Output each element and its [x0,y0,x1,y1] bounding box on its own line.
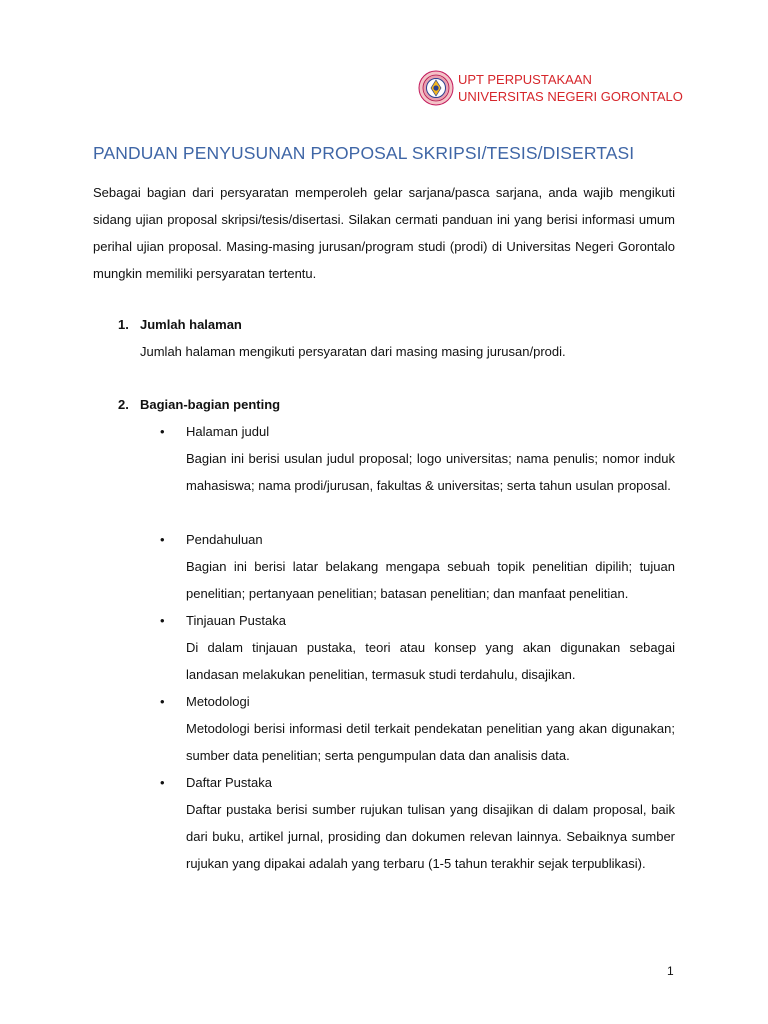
bullet-icon: • [160,532,165,547]
list-item [160,607,676,688]
section-1-heading [118,317,242,332]
bullet-icon: • [160,694,165,709]
section-number: 1. [118,317,129,332]
item-title: Tinjauan Pustaka [186,613,286,628]
item-title: Metodologi [186,694,250,709]
page-number: 1 [667,964,674,978]
university-seal-icon [418,70,454,106]
list-item [160,688,676,769]
item-description: Metodologi berisi informasi detil terkait pendekatan penelitian yang akan digunakan; sumber data penelitian; serta pengumpulan data dan analisis data. [186,721,675,763]
item-title: Halaman judul [186,424,270,439]
document-title: PANDUAN PENYUSUNAN PROPOSAL SKRIPSI/TESIS/DISERTASI [93,143,635,163]
section-2-heading [118,397,280,412]
bullet-icon: • [160,775,165,790]
section-number: 2. [118,397,129,412]
item-description: Daftar pustaka berisi sumber rujukan tulisan yang disajikan di dalam proposal, baik dari buku, artikel jurnal, prosiding dan dokumen relevan lainnya. Sebaiknya sumber rujukan yang dipakai adalah yang terbaru (1-5 tahun terakhir sejak terpublikasi). [186,802,675,871]
item-title: Pendahuluan [186,532,263,547]
header [418,70,683,106]
bullet-icon: • [160,613,165,628]
list-item [160,769,676,877]
header-line-1: UPT PERPUSTAKAAN [458,72,592,87]
header-line-2: UNIVERSITAS NEGERI GORONTALO [458,89,683,104]
item-title: Daftar Pustaka [186,775,272,790]
section-1-description: Jumlah halaman mengikuti persyaratan dari masing masing jurusan/prodi. [140,344,566,359]
item-description: Bagian ini berisi latar belakang mengapa sebuah topik penelitian dipilih; tujuan penelitian; pertanyaan penelitian; batasan penelitian; dan manfaat penelitian. [186,559,675,601]
section-title: Jumlah halaman [140,317,242,332]
bullet-icon: • [160,424,165,439]
item-description: Bagian ini berisi usulan judul proposal; logo universitas; nama penulis; nomor induk mahasiswa; nama prodi/jurusan, fakultas & universitas; serta tahun usulan proposal. [186,451,675,493]
list-item [160,418,676,499]
list-item [160,526,676,607]
section-title: Bagian-bagian penting [140,397,281,412]
intro-paragraph: Sebagai bagian dari persyaratan memperoleh gelar sarjana/pasca sarjana, anda wajib mengikuti sidang ujian proposal skripsi/tesis/disertasi. Silakan cermati panduan ini yang berisi informasi umum perihal ujian proposal. Masing-masing jurusan/program studi (prodi) di Universitas Negeri Gorontalo mungkin memiliki persyaratan tertentu. [93,185,675,281]
item-description: Di dalam tinjauan pustaka, teori atau konsep yang akan digunakan sebagai landasan melakukan penelitian, termasuk studi terdahulu, disajikan. [186,640,675,682]
